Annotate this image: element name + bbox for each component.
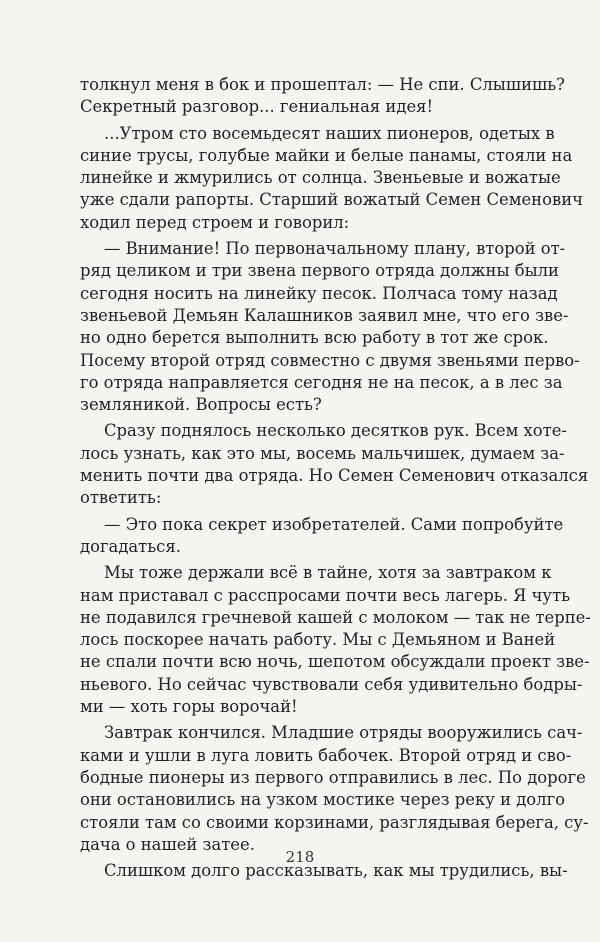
text-line: ряд целиком и три звена первого отряда должны были [80,261,559,281]
paragraph [80,123,583,234]
paragraph [80,238,580,416]
text-line: земляникой. Вопросы есть? [80,395,322,415]
text-line: ходил перед строем и говорил: [80,212,350,232]
text-line: — Внимание! По первоначальному плану, второй от- [104,239,566,259]
text-line: уже сдали рапорты. Старший вожатый Семен Семенович [80,190,583,210]
paragraph [80,722,589,856]
text-line: не спали почти всю ночь, шепотом обсуждали проект зве- [80,652,590,672]
body-text [80,74,591,882]
text-line: го отряда направляется сегодня не на песок, а в лес за [80,372,563,392]
text-line: Посему второй отряд совместно с двумя звеньями перво- [80,350,580,370]
text-line: ...Утром сто восемьдесят наших пионеров, одетых в [104,123,555,143]
text-line: — Это пока секрет изобретателей. Сами попробуйте [104,514,564,534]
text-line: линейке и жмурились от солнца. Звеньевые и вожатые [80,168,561,188]
text-line: менить почти два отряда. Но Семен Семенович отказался [80,466,589,486]
text-line: Мы тоже держали всё в тайне, хотя за завтраком к [104,563,552,583]
text-line: синие трусы, голубые майки и белые панамы, стояли на [80,145,573,165]
text-line: толкнул меня в бок и прошептал: — Не спи. Слышишь? [80,75,565,94]
paragraph [80,74,565,119]
text-line: ками и ушли в луга ловить бабочек. Второй отряд и сво- [80,745,572,765]
text-line: бодные пионеры из первого отправились в лес. По дороге [80,767,586,787]
text-line: Слишком долго рассказывать, как мы трудились, вы- [104,861,568,881]
paragraph [80,420,589,509]
paragraph [80,562,591,718]
text-line: не подавился гречневой кашей с молоком — так не терпе- [80,607,591,627]
text-line: Сразу поднялось несколько десятков рук. Всем хоте- [104,421,567,441]
text-line: Секретный разговор... гениальная идея! [80,97,434,117]
text-line: звеньевой Демьян Калашников заявил мне, что его зве- [80,305,569,325]
text-line: нам приставал с расспросами почти весь лагерь. Я чуть [80,585,571,605]
text-line: лось поскорее начать работу. Мы с Демьяном и Ваней [80,630,556,650]
text-line: стояли там со своими корзинами, разглядывая берега, су- [80,812,589,832]
paragraph [80,514,564,559]
text-line: лось узнать, как это мы, восемь мальчишек, думаем за- [80,443,565,463]
text-line: ми — хоть горы ворочай! [80,697,298,717]
text-line: но одно берется выполнить всю работу в тот же срок. [80,328,549,348]
text-line: ответить: [80,488,162,508]
page-number: 218 [285,848,315,866]
text-line: дача о нашей затее. [80,834,255,854]
text-line: Завтрак кончился. Младшие отряды вооружились сач- [104,723,583,743]
text-line: они остановились на узком мостике через реку и долго [80,790,566,810]
text-line: сегодня носить на линейку песок. Полчаса тому назад [80,283,558,303]
text-line: ньевого. Но сейчас чувствовали себя удивительно бодры- [80,674,583,694]
text-line: догадаться. [80,536,181,556]
